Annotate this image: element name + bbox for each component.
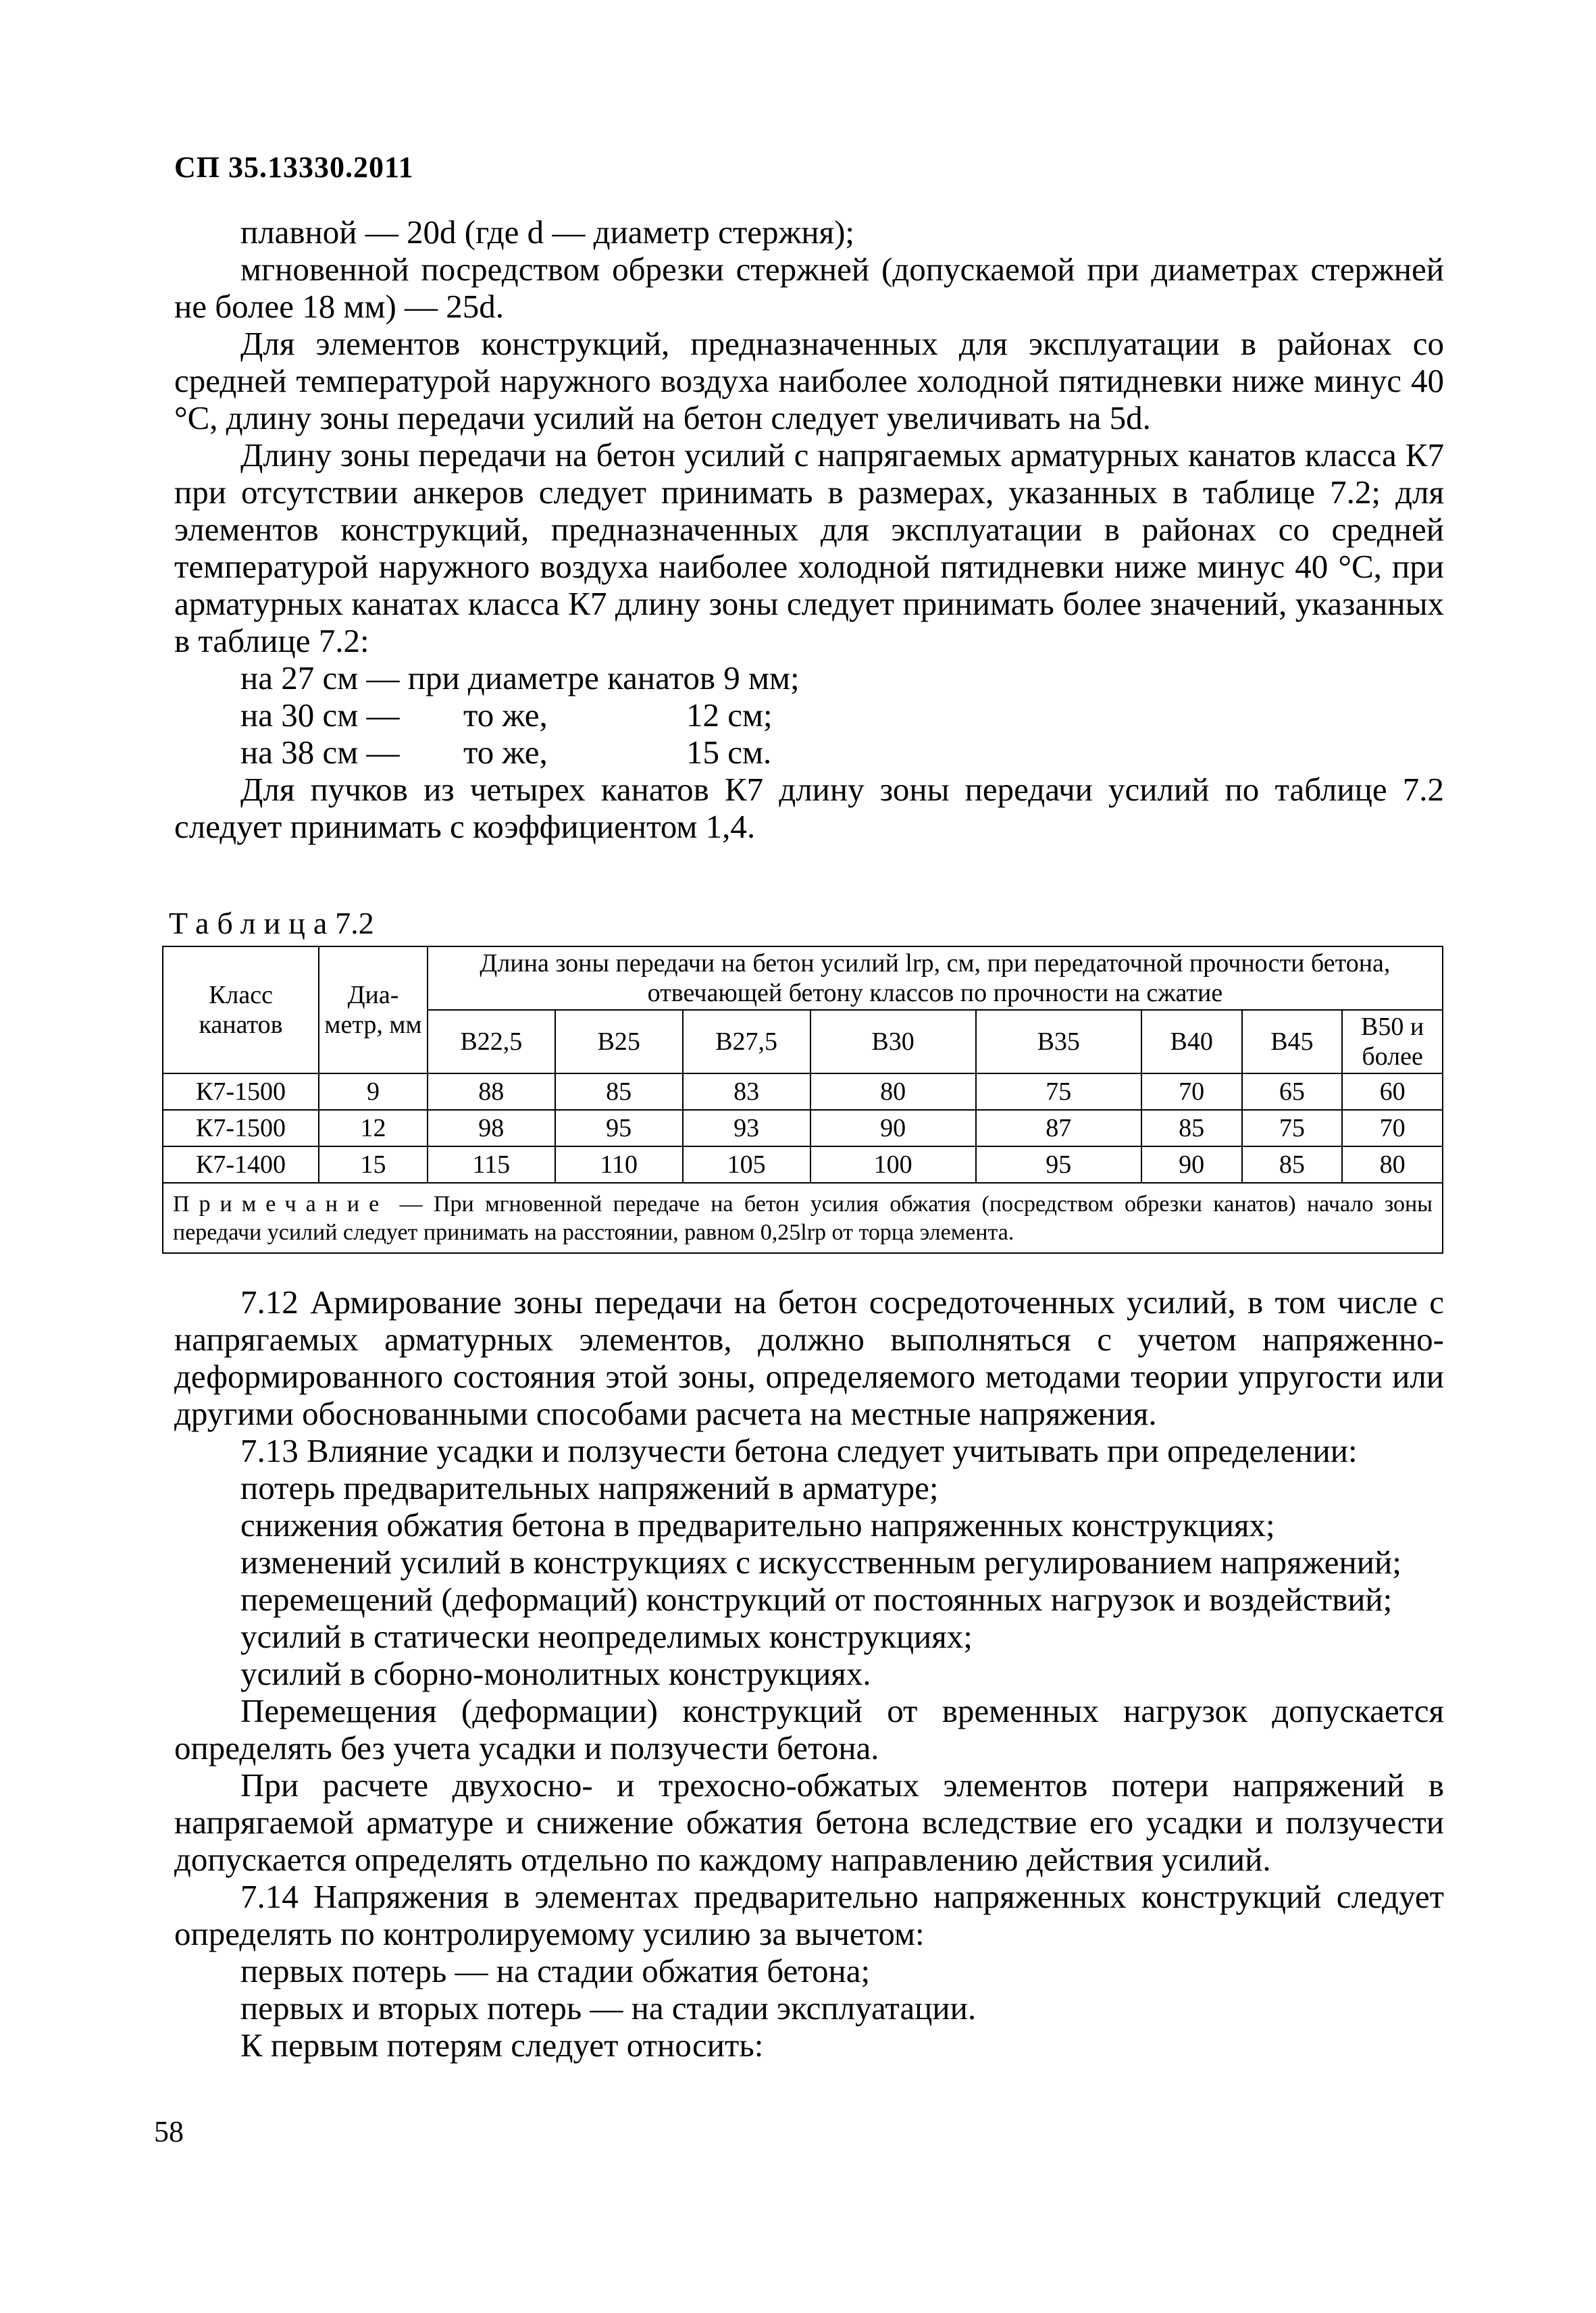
cell-value: 85 (1242, 1146, 1343, 1183)
cell-diameter: 15 (319, 1146, 428, 1183)
list-row (174, 696, 1444, 734)
column-header: В50 и более (1342, 1010, 1443, 1073)
paragraph: мгновенной посредством обрезки стержней (допускаемой при диаметрах стержней не более 18 мм) — 25d. (174, 251, 1444, 325)
cell-value: 65 (1242, 1073, 1343, 1110)
header-group: Длина зоны передачи на бетон усилий lrp, см, при передаточной прочности бетона, отвечающей бетону классов по прочности на сжатие (428, 946, 1443, 1010)
header-class: Класс канатов (163, 946, 319, 1073)
list-item: первых потерь — на стадии обжатия бетона; (240, 1952, 871, 1989)
table-caption-word: Таблица (169, 906, 336, 940)
column-header: В27,5 (683, 1010, 810, 1073)
cell-value: 105 (683, 1146, 810, 1183)
cell-value: 90 (810, 1110, 976, 1146)
column-header: В22,5 (428, 1010, 555, 1073)
row-value: 12 см; (686, 696, 773, 734)
list-item: первых и вторых потерь — на стадии эксплуатации. (240, 1989, 977, 2027)
table-note (163, 1183, 1443, 1253)
cell-value: 80 (1342, 1146, 1443, 1183)
cell-value: 60 (1342, 1073, 1443, 1110)
list-item: потерь предварительных напряжений в арматуре; (240, 1469, 939, 1506)
paragraph: Длину зоны передачи на бетон усилий с напрягаемых арматурных канатов класса К7 при отсутствии анкеров следует принимать в размерах, указанных в таблице 7.2; для элементов конструкций, предназначенных для эксплуатации в районах со средней температурой наружного воздуха наиболее холодной пятидневки ниже минус 40 °С, при арматурных канатах класса К7 длину зоны следует принимать более значений, указанных в таблице 7.2: (174, 436, 1444, 659)
list-item: снижения обжатия бетона в предварительно напряженных конструкциях; (240, 1506, 1275, 1544)
list-item: изменений усилий в конструкциях с искусственным регулированием напряжений; (240, 1544, 1401, 1581)
cell-value: 75 (1242, 1110, 1343, 1146)
column-header: В45 (1242, 1010, 1343, 1073)
row-length: на 30 см — (240, 696, 400, 734)
cell-value: 83 (683, 1073, 810, 1110)
note-label: Примечание (173, 1192, 389, 1217)
document-header: СП 35.13330.2011 (174, 151, 414, 184)
column-header: В30 (810, 1010, 976, 1073)
row-ditto: то же, (463, 734, 548, 771)
table-row (163, 1110, 1443, 1146)
cell-class: К7-1500 (163, 1110, 319, 1146)
paragraph: на 27 см — при диаметре канатов 9 мм; (240, 659, 800, 696)
cell-diameter: 12 (319, 1110, 428, 1146)
paragraph: 7.13 Влияние усадки и ползучести бетона следует учитывать при определении: (240, 1432, 1358, 1469)
table-caption-number: 7.2 (335, 906, 374, 940)
cell-value: 90 (1141, 1146, 1242, 1183)
cell-value: 75 (976, 1073, 1141, 1110)
paragraph: 7.14 Напряжения в элементах предварительно напряженных конструкций следует определять по контролируемому усилию за вычетом: (174, 1878, 1444, 1952)
page-number: 58 (154, 2115, 184, 2148)
table-caption (169, 905, 374, 941)
cell-class: К7-1500 (163, 1073, 319, 1110)
row-length: на 38 см — (240, 734, 400, 771)
list-row (174, 734, 1444, 771)
header-diameter: Диа-метр, мм (319, 946, 428, 1073)
row-value: 15 см. (686, 734, 772, 771)
paragraph: Для пучков из четырех канатов К7 длину зоны передачи усилий по таблице 7.2 следует принимать с коэффициентом 1,4. (174, 771, 1444, 845)
cell-value: 110 (555, 1146, 683, 1183)
paragraph: плавной — 20d (где d — диаметр стержня); (240, 213, 855, 251)
cell-value: 95 (976, 1146, 1141, 1183)
list-item: перемещений (деформаций) конструкций от постоянных нагрузок и воздействий; (240, 1581, 1393, 1618)
cell-value: 115 (428, 1146, 555, 1183)
paragraph: Для элементов конструкций, предназначенных для эксплуатации в районах со средней температурой наружного воздуха наиболее холодной пятидневки ниже минус 40 °С, длину зоны передачи усилий на бетон следует увеличивать на 5d. (174, 325, 1444, 436)
list-item: усилий в сборно-монолитных конструкциях. (240, 1655, 871, 1692)
list-item: К первым потерям следует относить: (240, 2027, 764, 2064)
cell-class: К7-1400 (163, 1146, 319, 1183)
table-row (163, 1146, 1443, 1183)
cell-value: 95 (555, 1110, 683, 1146)
paragraph: При расчете двухосно- и трехосно-обжатых элементов потери напряжений в напрягаемой арматуре и снижение обжатия бетона вследствие его усадки и ползучести допускается определять отдельно по каждому направлению действия усилий. (174, 1766, 1444, 1878)
row-ditto: то же, (463, 696, 548, 734)
text-block-top (174, 213, 1444, 845)
text-block-bottom (174, 1283, 1444, 2064)
column-header: В35 (976, 1010, 1141, 1073)
cell-value: 85 (555, 1073, 683, 1110)
cell-value: 80 (810, 1073, 976, 1110)
cell-value: 87 (976, 1110, 1141, 1146)
note-text: — При мгновенной передаче на бетон усилия обжатия (посредством обрезки канатов) начало зоны передачи усилий следует принимать на расстоянии, равном 0,25lrp от торца элемента. (173, 1192, 1433, 1245)
cell-value: 70 (1342, 1110, 1443, 1146)
cell-value: 88 (428, 1073, 555, 1110)
cell-value: 100 (810, 1146, 976, 1183)
cell-diameter: 9 (319, 1073, 428, 1110)
table-row (163, 1073, 1443, 1110)
list-item: усилий в статически неопределимых конструкциях; (240, 1618, 973, 1655)
cell-value: 98 (428, 1110, 555, 1146)
table-note-row (163, 1183, 1443, 1253)
column-header: В40 (1141, 1010, 1242, 1073)
cell-value: 70 (1141, 1073, 1242, 1110)
column-header: В25 (555, 1010, 683, 1073)
table-7-2 (162, 946, 1443, 1254)
paragraph: 7.12 Армирование зоны передачи на бетон сосредоточенных усилий, в том числе с напрягаемых арматурных элементов, должно выполняться с учетом напряженно-деформированного состояния этой зоны, определяемого методами теории упругости или другими обоснованными способами расчета на местные напряжения. (174, 1283, 1444, 1432)
cell-value: 85 (1141, 1110, 1242, 1146)
paragraph: Перемещения (деформации) конструкций от временных нагрузок допускается определять без учета усадки и ползучести бетона. (174, 1692, 1444, 1766)
cell-value: 93 (683, 1110, 810, 1146)
